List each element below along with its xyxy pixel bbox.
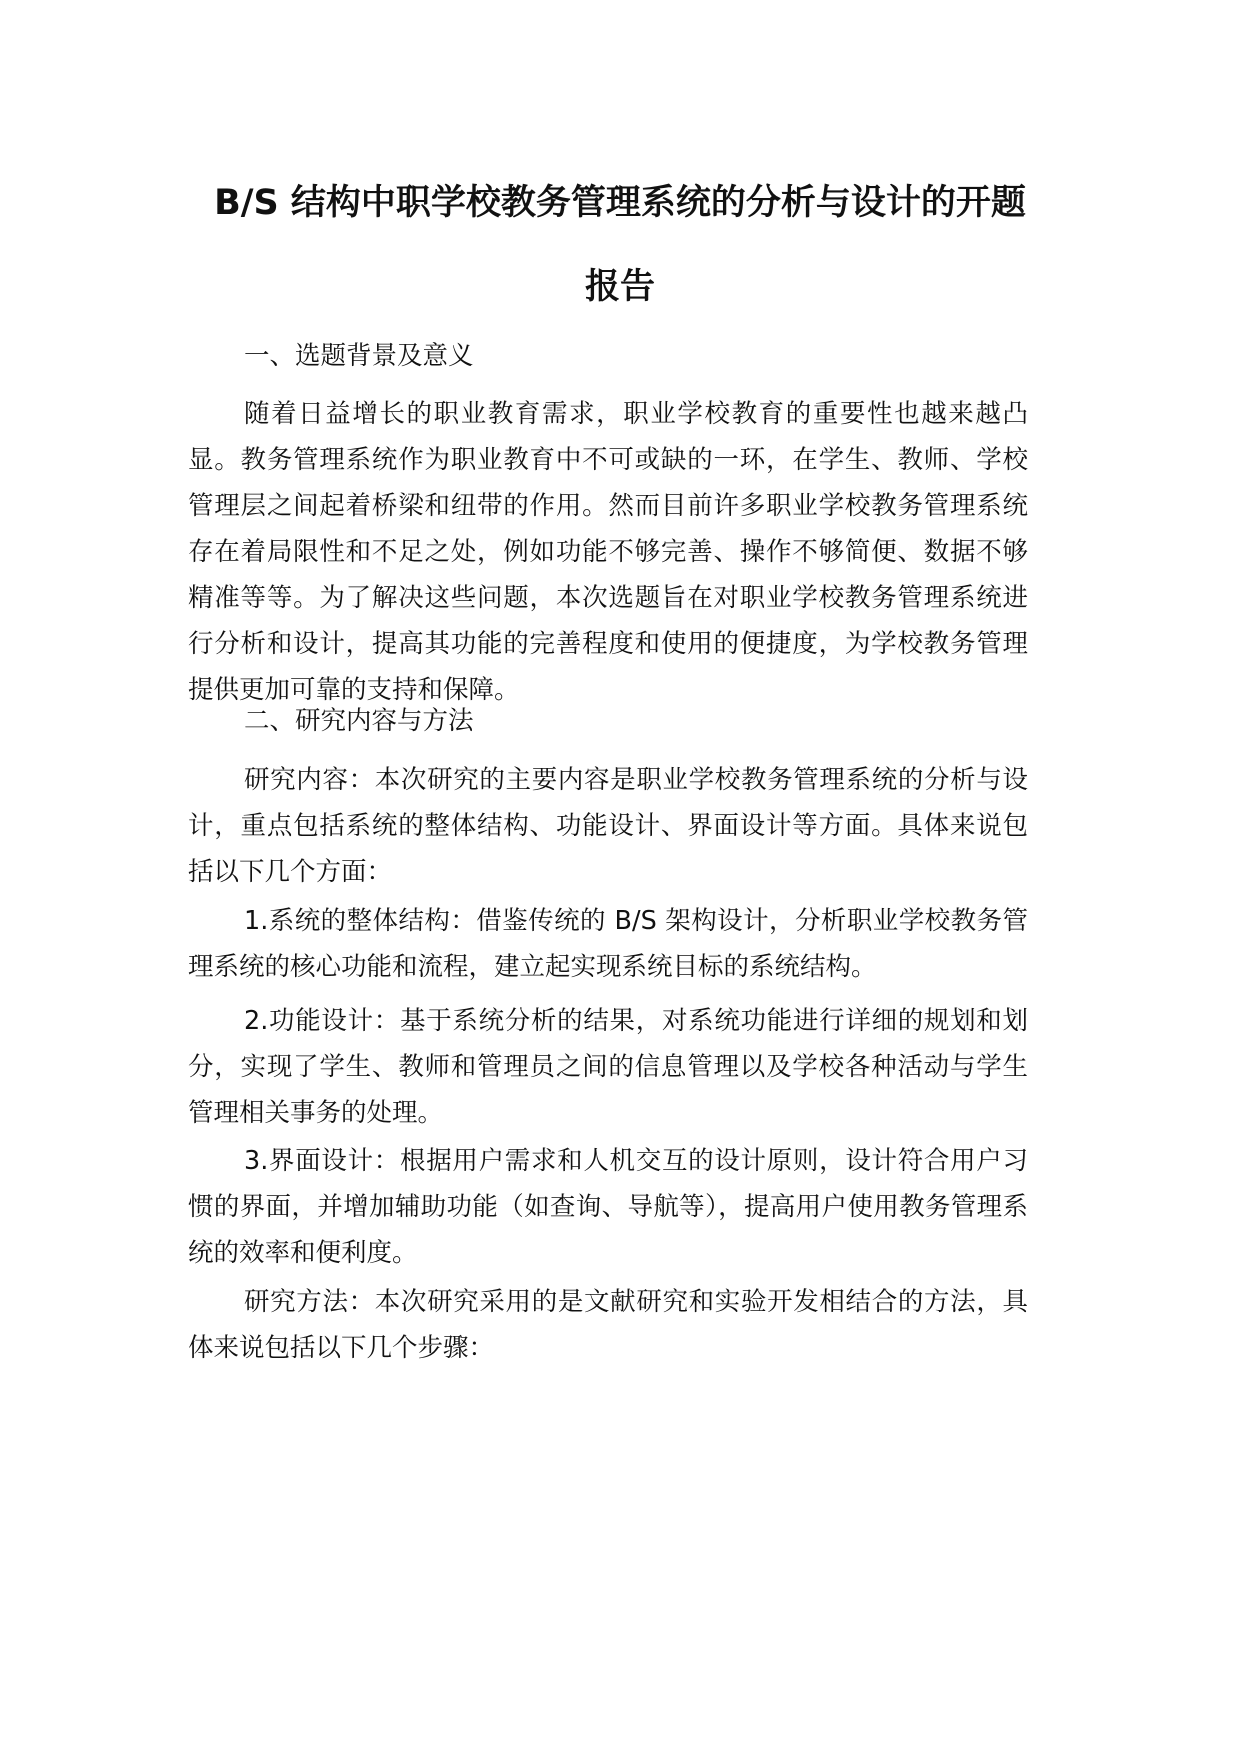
- section-heading-research: 二、研究内容与方法: [244, 706, 474, 736]
- paragraph-research-method: 研究方法：本次研究采用的是文献研究和实验开发相结合的方法，具体来说包括以下几个步骤：: [188, 1287, 1028, 1363]
- paragraph-item-1-structure: 1.系统的整体结构：借鉴传统的 B/S 架构设计，分析职业学校教务管理系统的核心功能和流程，建立起实现系统目标的系统结构。: [188, 906, 1028, 982]
- paragraph-background: 随着日益增长的职业教育需求，职业学校教育的重要性也越来越凸显。教务管理系统作为职业教育中不可或缺的一环，在学生、教师、学校管理层之间起着桥梁和纽带的作用。然而目前许多职业学校教务管理系统存在着局限性和不足之处，例如功能不够完善、操作不够简便、数据不够精准等等。为了解决这些问题，本次选题旨在对职业学校教务管理系统进行分析和设计，提高其功能的完善程度和使用的便捷度，为学校教务管理提供更加可靠的支持和保障。: [188, 399, 1028, 705]
- paragraph-research-content: 研究内容：本次研究的主要内容是职业学校教务管理系统的分析与设计，重点包括系统的整体结构、功能设计、界面设计等方面。具体来说包括以下几个方面：: [188, 765, 1028, 887]
- document-title-line-2: 报告: [584, 267, 655, 307]
- paragraph-item-3-interface: 3.界面设计：根据用户需求和人机交互的设计原则，设计符合用户习惯的界面，并增加辅助功能（如查询、导航等），提高用户使用教务管理系统的效率和便利度。: [188, 1146, 1028, 1268]
- section-heading-background: 一、选题背景及意义: [244, 341, 474, 371]
- document-title-line-1: B/S 结构中职学校教务管理系统的分析与设计的开题: [214, 183, 1026, 223]
- paragraph-item-2-function: 2.功能设计：基于系统分析的结果，对系统功能进行详细的规划和划分，实现了学生、教师和管理员之间的信息管理以及学校各种活动与学生管理相关事务的处理。: [188, 1006, 1028, 1128]
